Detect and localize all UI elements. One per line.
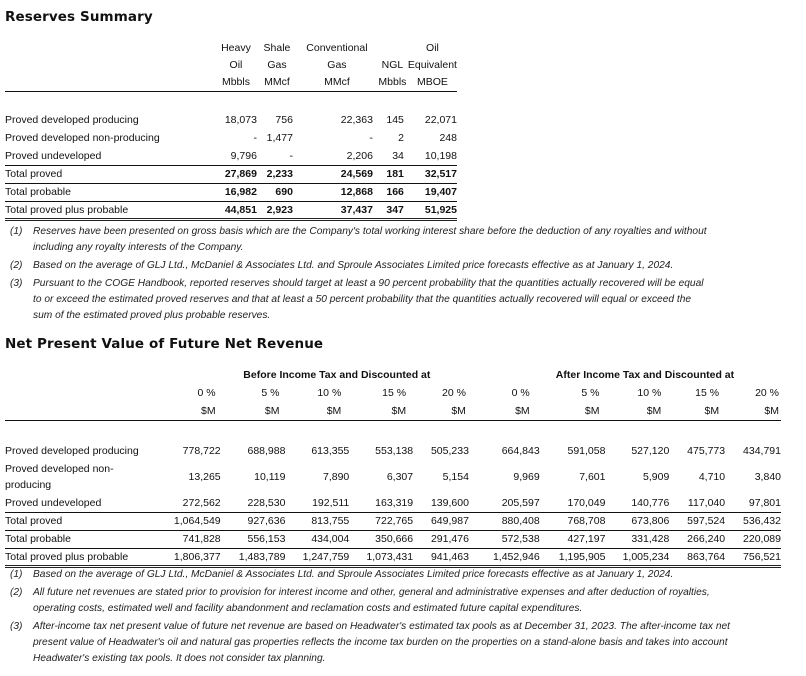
reserves-table (5, 39, 457, 221)
footnote-number: (2) (10, 260, 23, 271)
cell: 1,005,234 (605, 548, 669, 566)
cell: 2,206 (346, 149, 373, 162)
reserves-footnotes (10, 224, 710, 326)
cell: 9,969 (513, 471, 540, 483)
npv-footnotes (10, 567, 735, 669)
cell: 863,764 (669, 548, 725, 566)
cell: 527,120 (631, 445, 670, 457)
rate-header: 15 % (382, 387, 407, 399)
cell: 24,569 (297, 165, 377, 183)
cell: 163,319 (375, 496, 414, 509)
footnote (10, 224, 710, 256)
rate-header: 0 % (197, 387, 216, 399)
rate-header: 15 % (695, 387, 720, 399)
cell: 688,988 (247, 445, 286, 457)
cell: 505,233 (430, 445, 469, 457)
cell: 572,538 (469, 530, 540, 548)
row-label: Proved developed producing (5, 445, 139, 457)
cell: 1,195,905 (540, 548, 606, 566)
col-header: Oil (229, 58, 243, 71)
npv-table (5, 366, 781, 568)
cell: 1,806,377 (165, 548, 221, 566)
cell: 673,806 (605, 512, 669, 530)
table-row (5, 494, 781, 512)
cell: 166 (377, 183, 408, 201)
col-unit: Mbbls (215, 73, 257, 91)
cell: 6,307 (386, 471, 414, 483)
footnote-number: (1) (10, 226, 23, 237)
cell: 3,840 (754, 471, 781, 483)
reserves-summary-title: Reserves Summary (5, 9, 153, 25)
col-header: Gas (267, 58, 287, 71)
cell: 1,477 (266, 132, 293, 144)
cell: 778,722 (182, 445, 221, 457)
cell: 1,064,549 (165, 512, 221, 530)
table-row-total (5, 165, 457, 183)
table-row (5, 442, 781, 460)
cell: 4,710 (698, 471, 726, 483)
col-header (377, 39, 408, 56)
footnote-number: (1) (10, 569, 23, 580)
cell: 44,851 (215, 201, 257, 219)
rate-header: 20 % (441, 387, 466, 399)
unit-header: $M (285, 402, 349, 420)
cell: 941,463 (413, 548, 469, 566)
footnote-text: Pursuant to the COGE Handbook, reported reserves should target at least a 90 percent probability that the quantities actually recovered will be equal to or exceed the estimated proved reserves and that at least a 50 percent probability that the quantities actually recovered will equal or exceed the sum of the estimated proved plus probable reserves. (33, 278, 704, 321)
cell: 272,562 (182, 496, 221, 509)
col-header: NGL (381, 58, 404, 71)
cell: 10,198 (424, 149, 457, 162)
row-label: Total proved (5, 512, 165, 530)
footnote (10, 276, 710, 324)
cell: 434,004 (285, 530, 349, 548)
cell: 7,601 (579, 471, 606, 483)
cell: 722,765 (349, 512, 413, 530)
table-row-total (5, 183, 457, 201)
cell: 1,247,759 (285, 548, 349, 566)
col-header: Gas (327, 58, 347, 71)
unit-header: $M (165, 402, 221, 420)
cell: 613,355 (311, 445, 350, 457)
npv-title: Net Present Value of Future Net Revenue (5, 336, 324, 352)
footnote-number: (2) (10, 587, 23, 598)
group-header-before-tax: Before Income Tax and Discounted at (243, 369, 431, 381)
cell: 1,073,431 (349, 548, 413, 566)
cell: 27,869 (215, 165, 257, 183)
cell: 347 (377, 201, 408, 219)
cell: 22,071 (424, 114, 457, 126)
table-row (5, 129, 457, 147)
cell: 1,483,789 (221, 548, 286, 566)
row-label: Proved developed non-producing (5, 132, 160, 144)
footnote (10, 619, 735, 667)
table-row-grand-total (5, 548, 781, 566)
cell: 18,073 (224, 114, 257, 126)
cell: 741,828 (165, 530, 221, 548)
footnote-number: (3) (10, 278, 23, 289)
cell: 427,197 (540, 530, 606, 548)
cell: 12,868 (297, 183, 377, 201)
cell: 331,428 (605, 530, 669, 548)
cell: 32,517 (408, 165, 457, 183)
row-label: Total proved (5, 165, 215, 183)
unit-header: $M (725, 402, 781, 420)
footnote-text: All future net revenues are stated prior to provision for interest income and other, general and administrative expenses and after deduction of royalties, operating costs, estimated well and facility abandonment and reclamation costs and estimated future capital expenditures. (33, 587, 710, 614)
cell: 664,843 (501, 445, 540, 457)
unit-header: $M (669, 402, 725, 420)
row-label: Total proved plus probable (5, 201, 215, 219)
footnote-text: Based on the average of GLJ Ltd., McDaniel & Associates Ltd. and Sproule Associates Limited price forecasts effective as at January 1, 2024. (33, 569, 674, 580)
row-label: Total probable (5, 530, 165, 548)
cell: 205,597 (501, 496, 540, 509)
cell: - (253, 132, 257, 144)
col-header: Oil (426, 41, 439, 54)
col-header: Conventional (306, 41, 368, 54)
table-row (5, 460, 781, 494)
footnote-text: After-income tax net present value of future net revenue are based on Headwater's estimated tax pools as at December 31, 2023. The after-income tax net present value of Headwater's oil and natural gas properties reflects the income tax burden on the properties on a stand-alone basis and takes into account Headwater's existing tax pools. It does not consider tax planning. (33, 621, 730, 664)
cell: 1,452,946 (469, 548, 540, 566)
cell: 756,521 (725, 548, 781, 566)
rate-header: 5 % (261, 387, 280, 399)
table-row (5, 111, 457, 129)
cell: 291,476 (413, 530, 469, 548)
rate-header: 20 % (755, 387, 779, 399)
rate-header: 5 % (581, 387, 600, 399)
row-label: Proved developed producing (5, 114, 139, 126)
unit-header: $M (540, 402, 606, 420)
cell: 690 (257, 183, 297, 201)
cell: - (289, 149, 293, 162)
unit-header: $M (469, 402, 540, 420)
rate-header: 10 % (637, 387, 662, 399)
footnote-text: Based on the average of GLJ Ltd., McDaniel & Associates Ltd. and Sproule Associates Limited price forecasts effective as at January 1, 2024. (33, 260, 674, 271)
cell: 228,530 (247, 496, 286, 509)
cell: 475,773 (687, 445, 726, 457)
row-label-line: producing (5, 479, 52, 491)
cell: 220,089 (725, 530, 781, 548)
cell: 649,987 (413, 512, 469, 530)
cell: 2 (398, 132, 404, 144)
rate-header: 10 % (317, 387, 342, 399)
cell: 5,909 (643, 471, 670, 483)
cell: 556,153 (221, 530, 286, 548)
cell: 350,666 (349, 530, 413, 548)
unit-header: $M (413, 402, 469, 420)
rate-header: 0 % (511, 387, 530, 399)
cell: 9,796 (230, 149, 257, 162)
cell: 145 (386, 114, 404, 126)
cell: 5,154 (442, 471, 469, 483)
cell: 22,363 (340, 114, 373, 126)
cell: 591,058 (567, 445, 606, 457)
cell: 434,791 (743, 445, 781, 457)
cell: 2,923 (257, 201, 297, 219)
cell: 248 (439, 132, 457, 144)
cell: 34 (392, 149, 404, 162)
cell: 597,524 (669, 512, 725, 530)
footnote-number: (3) (10, 621, 23, 632)
cell: 170,049 (567, 496, 606, 509)
group-header-after-tax: After Income Tax and Discounted at (555, 369, 735, 381)
row-label: Proved undeveloped (5, 149, 102, 162)
cell: 19,407 (408, 183, 457, 201)
table-row-total (5, 512, 781, 530)
col-unit: Mbbls (377, 73, 408, 91)
unit-header: $M (221, 402, 286, 420)
footnote (10, 585, 735, 617)
cell: 927,636 (221, 512, 286, 530)
cell: 266,240 (669, 530, 725, 548)
cell: 97,801 (748, 496, 781, 509)
row-label: Total proved plus probable (5, 548, 165, 566)
cell: 16,982 (215, 183, 257, 201)
cell: 536,432 (725, 512, 781, 530)
row-label: Total probable (5, 183, 215, 201)
cell: 768,708 (540, 512, 606, 530)
footnote (10, 258, 710, 274)
cell: 117,040 (687, 496, 726, 509)
cell: 2,233 (257, 165, 297, 183)
unit-header: $M (605, 402, 669, 420)
row-label: Proved undeveloped (5, 496, 102, 509)
cell: 192,511 (312, 496, 350, 509)
cell: 7,890 (323, 471, 350, 483)
cell: 553,138 (375, 445, 414, 457)
cell: - (369, 132, 373, 144)
col-header: Equivalent (407, 58, 457, 71)
cell: 51,925 (408, 201, 457, 219)
col-header: Heavy (221, 41, 251, 54)
cell: 813,755 (285, 512, 349, 530)
table-row (5, 147, 457, 165)
col-unit: MMcf (297, 73, 377, 91)
col-unit: MMcf (257, 73, 297, 91)
cell: 880,408 (469, 512, 540, 530)
cell: 13,265 (188, 471, 221, 483)
row-label (5, 460, 165, 494)
table-row-grand-total (5, 201, 457, 219)
cell: 181 (377, 165, 408, 183)
cell: 139,600 (430, 496, 469, 509)
col-header: Shale (263, 41, 291, 54)
table-row-total (5, 530, 781, 548)
cell: 37,437 (297, 201, 377, 219)
footnote (10, 567, 735, 583)
cell: 756 (275, 114, 293, 126)
cell: 10,119 (254, 471, 286, 483)
cell: 140,776 (631, 496, 670, 509)
footnote-text: Reserves have been presented on gross basis which are the Company's total working interest share before the deduction of any royalties and without including any royalty interests of the Company. (33, 226, 707, 253)
unit-header: $M (349, 402, 413, 420)
col-unit: MBOE (408, 73, 457, 91)
row-label-line: Proved developed non- (5, 463, 114, 475)
